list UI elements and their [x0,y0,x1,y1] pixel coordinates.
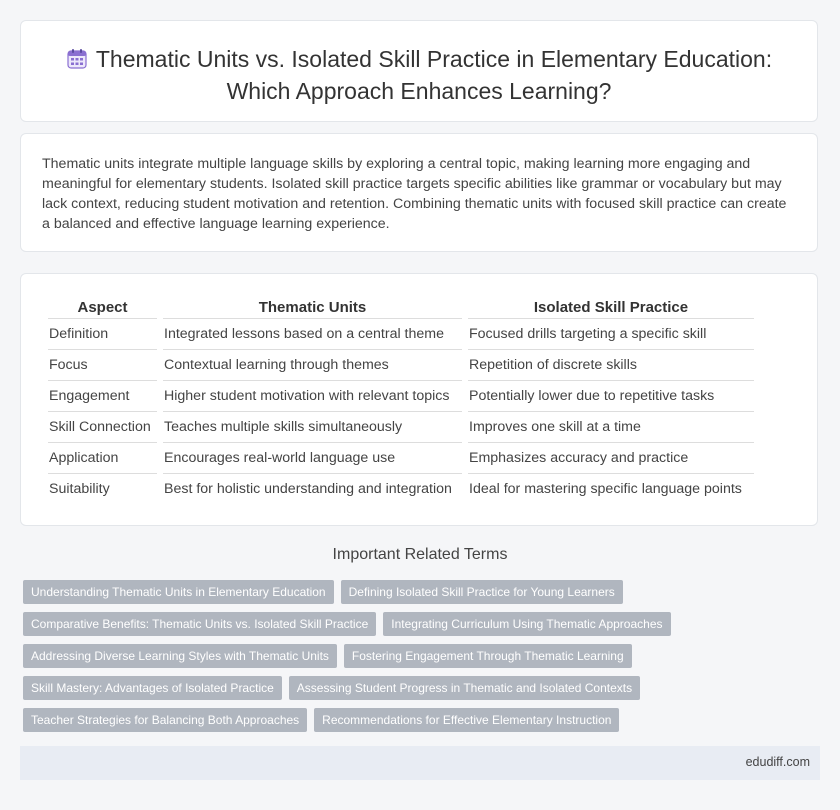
related-term-tag[interactable]: Comparative Benefits: Thematic Units vs. Isolated Skill Practice [23,612,376,636]
cell-isolated: Repetition of discrete skills [468,350,754,381]
intro-card [20,133,818,252]
intro-paragraph: Thematic units integrate multiple language skills by exploring a central topic, making learning more engaging and meaningful for elementary students. Isolated skill practice targets specific abilities like grammar or vocabulary but may lack context, reducing student motivation and retention. Combining thematic units with focused skill practice can create a balanced and effective language learning experience. [42,156,787,232]
footer-bar [20,746,820,780]
cell-isolated: Improves one skill at a time [468,412,754,443]
cell-aspect: Application [48,443,157,474]
cell-thematic: Teaches multiple skills simultaneously [163,412,462,443]
cell-aspect: Engagement [48,381,157,412]
cell-thematic: Best for holistic understanding and integration [164,481,452,497]
table-header-row [48,296,754,319]
page-title: Thematic Units vs. Isolated Skill Practice in Elementary Education: Which Approach Enhances Learning? [95,46,773,104]
table-row [48,319,754,350]
header-aspect: Aspect [48,296,157,319]
table-row [48,412,754,443]
related-term-tag[interactable]: Understanding Thematic Units in Elementary Education [23,580,334,604]
related-term-tag[interactable]: Addressing Diverse Learning Styles with Thematic Units [23,644,337,668]
related-term-tag[interactable]: Fostering Engagement Through Thematic Learning [344,644,632,668]
header-card [20,20,818,122]
page-title-wrap [21,43,817,107]
header-isolated-skill-practice: Isolated Skill Practice [468,296,754,319]
cell-isolated: Ideal for mastering specific language points [469,481,742,497]
cell-aspect: Focus [48,350,157,381]
calendar-icon [66,48,88,70]
cell-thematic: Contextual learning through themes [163,350,462,381]
table-row [48,443,754,474]
cell-isolated: Emphasizes accuracy and practice [468,443,754,474]
cell-aspect: Suitability [49,481,110,497]
footer-site-link[interactable]: edudiff.com [745,755,810,769]
comparison-card [20,273,818,526]
comparison-table [42,296,760,504]
table-row [48,381,754,412]
table-row [48,350,754,381]
related-term-tag[interactable]: Skill Mastery: Advantages of Isolated Practice [23,676,282,700]
cell-thematic: Encourages real-world language use [163,443,462,474]
cell-thematic: Higher student motivation with relevant topics [163,381,462,412]
related-term-tag[interactable]: Recommendations for Effective Elementary Instruction [314,708,619,732]
related-terms-heading: Important Related Terms [332,546,508,563]
related-term-tag[interactable]: Teacher Strategies for Balancing Both Approaches [23,708,307,732]
cell-isolated: Focused drills targeting a specific skill [468,319,754,350]
table-row [48,474,754,504]
cell-aspect: Skill Connection [48,412,157,443]
related-term-tag[interactable]: Defining Isolated Skill Practice for Young Learners [341,580,623,604]
related-terms-list [23,580,813,740]
cell-aspect: Definition [48,319,157,350]
cell-isolated: Potentially lower due to repetitive tasks [468,381,754,412]
cell-thematic: Integrated lessons based on a central theme [163,319,462,350]
related-term-tag[interactable]: Integrating Curriculum Using Thematic Approaches [383,612,670,636]
related-term-tag[interactable]: Assessing Student Progress in Thematic and Isolated Contexts [289,676,640,700]
header-thematic-units: Thematic Units [163,296,462,319]
